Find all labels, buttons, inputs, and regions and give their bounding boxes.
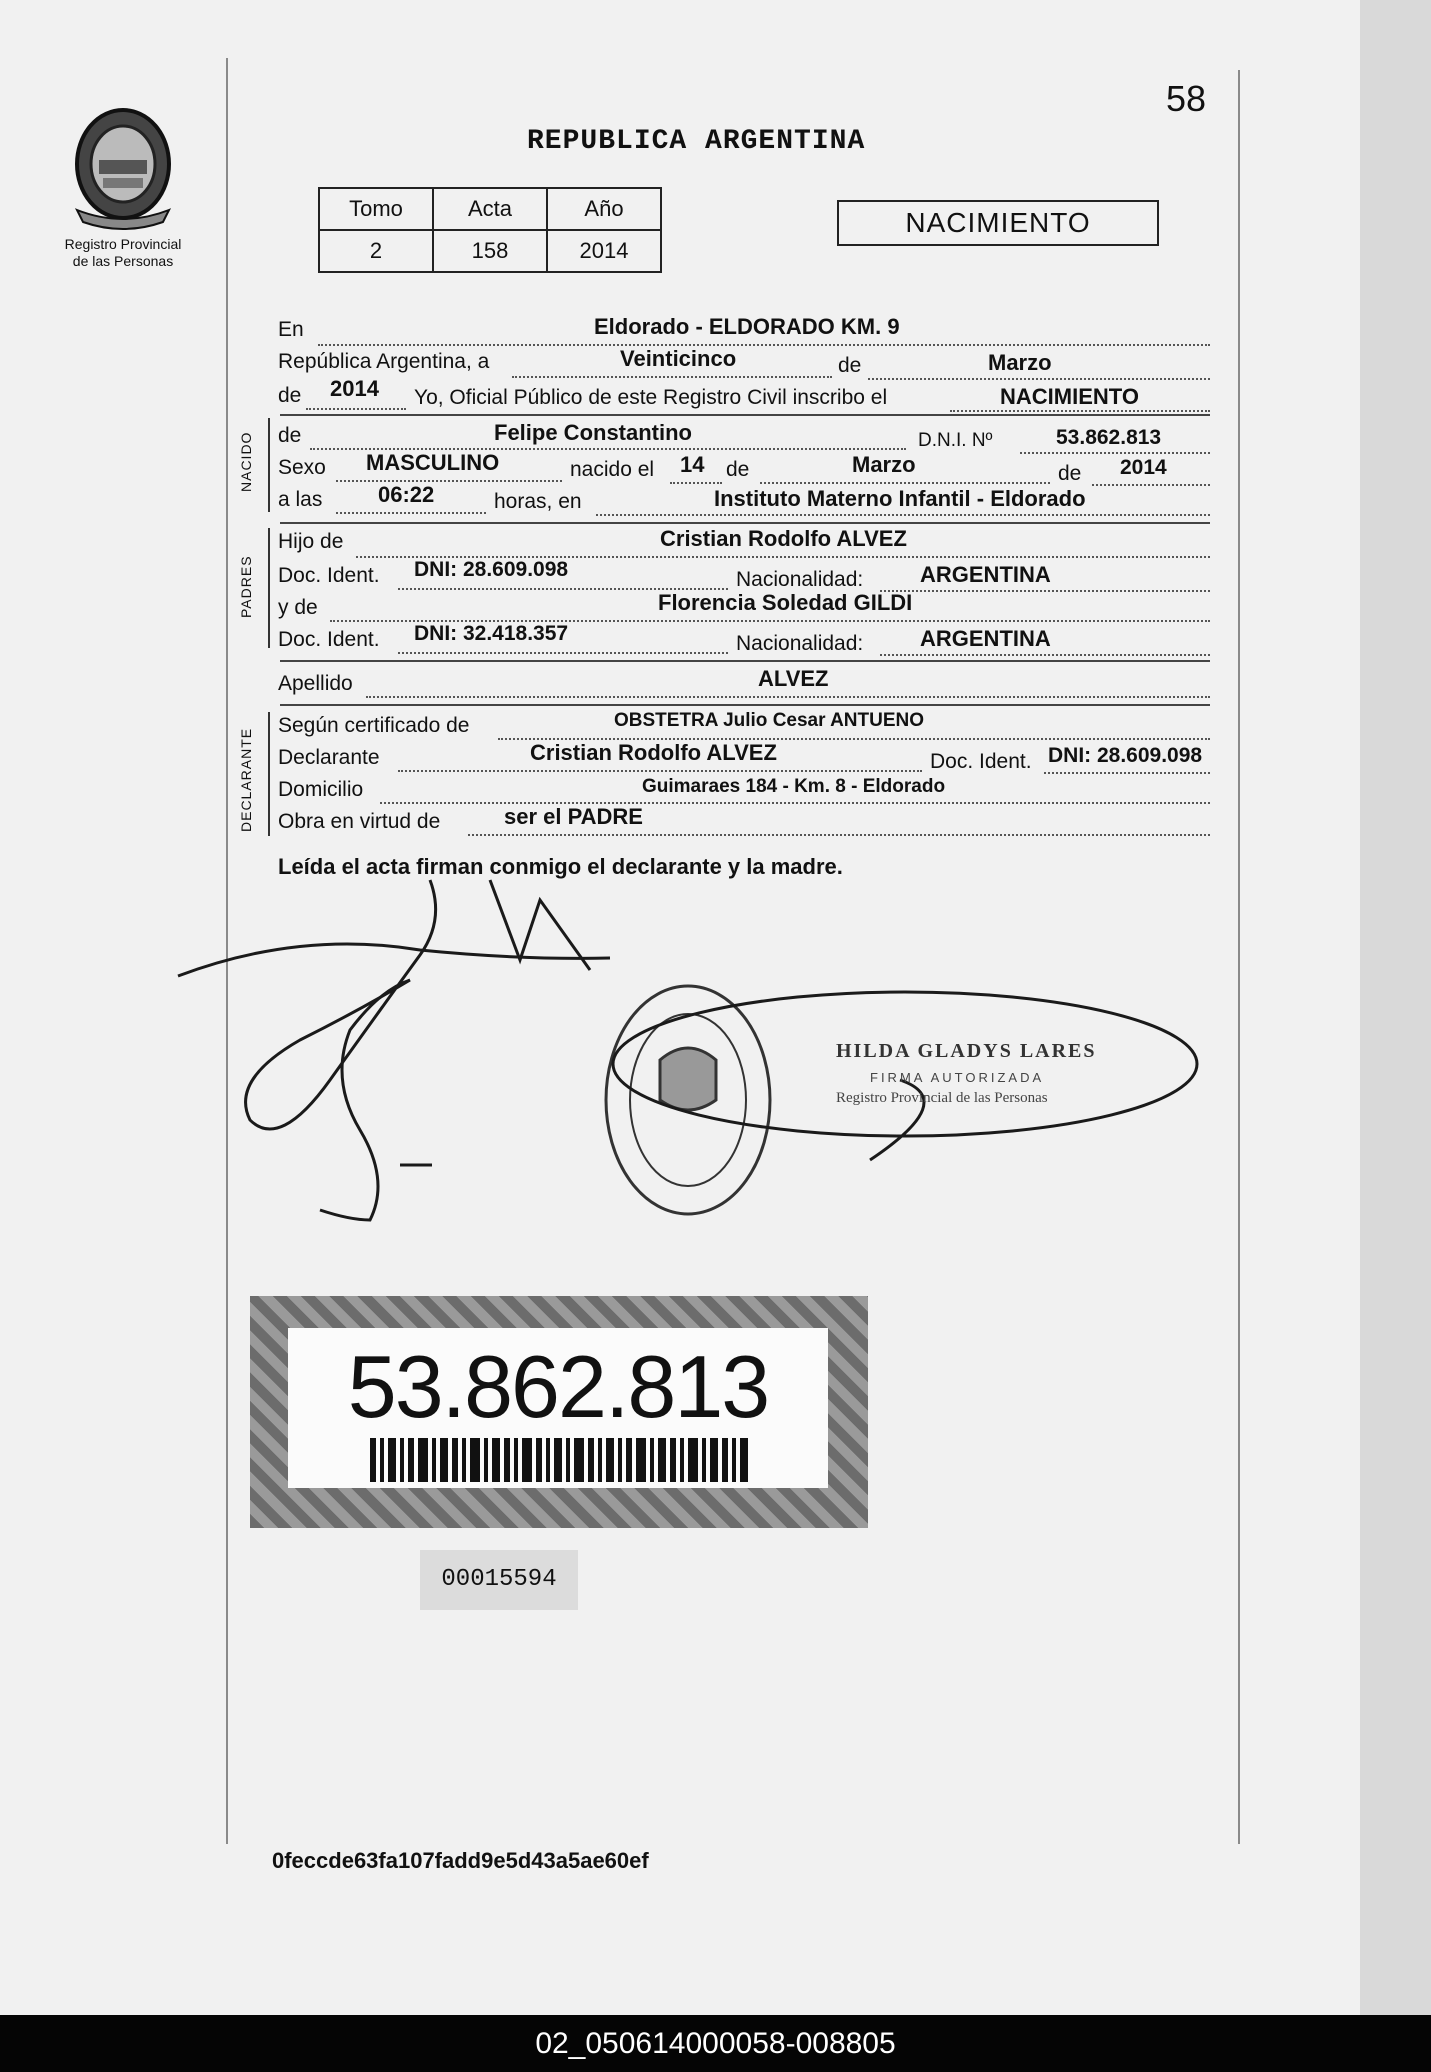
padres-section-label: PADRES bbox=[238, 555, 254, 618]
birth-day-value: 14 bbox=[680, 452, 705, 477]
domicilio-label: Domicilio bbox=[278, 778, 364, 801]
de-label: de bbox=[726, 458, 750, 481]
en-label: En bbox=[278, 318, 304, 341]
y-de-label: y de bbox=[278, 596, 318, 619]
birth-time-value: 06:22 bbox=[378, 482, 435, 507]
barcode-number: 53.862.813 bbox=[347, 1337, 769, 1436]
certificado-value: OBSTETRA Julio Cesar ANTUENO bbox=[614, 710, 925, 731]
acta-value: 158 bbox=[433, 230, 547, 272]
declarante-section-label: DECLARANTE bbox=[238, 727, 254, 832]
father-nationality-value: ARGENTINA bbox=[920, 562, 1051, 587]
declarante-name-value: Cristian Rodolfo ALVEZ bbox=[530, 740, 777, 765]
oficial-text: Yo, Oficial Público de este Registro Civil inscribo el bbox=[414, 386, 888, 409]
child-dni-value: 53.862.813 bbox=[1056, 426, 1162, 449]
doc-ident-label: Doc. Ident. bbox=[278, 564, 380, 587]
signer-org: Registro Provincial de las Personas bbox=[836, 1090, 1048, 1106]
domicilio-value: Guimaraes 184 - Km. 8 - Eldorado bbox=[642, 776, 946, 797]
child-name-value: Felipe Constantino bbox=[494, 420, 692, 445]
closing-text: Leída el acta firman conmigo el declarante y la madre. bbox=[278, 854, 843, 879]
footer-id: 02_050614000058-008805 bbox=[535, 2027, 896, 2060]
nacido-el-label: nacido el bbox=[570, 458, 655, 481]
anio-header: Año bbox=[547, 188, 661, 230]
birth-month-value: Marzo bbox=[852, 452, 916, 477]
birth-year-value: 2014 bbox=[1120, 456, 1167, 479]
de-name-label: de bbox=[278, 424, 302, 447]
de-label: de bbox=[1058, 462, 1082, 485]
apellido-label: Apellido bbox=[278, 672, 353, 695]
horas-en-label: horas, en bbox=[494, 490, 582, 513]
mother-name-value: Florencia Soledad GILDI bbox=[658, 590, 913, 615]
father-doc-value: DNI: 28.609.098 bbox=[414, 558, 569, 581]
document-hash: 0feccde63fa107fadd9e5d43a5ae60ef bbox=[272, 1848, 649, 1873]
hijo-de-label: Hijo de bbox=[278, 530, 344, 553]
stamp-circle bbox=[606, 986, 770, 1214]
place-value: Eldorado - ELDORADO KM. 9 bbox=[594, 314, 900, 339]
segun-label: Según certificado de bbox=[278, 714, 470, 737]
logo-caption-line2: de las Personas bbox=[72, 253, 174, 269]
mother-doc-value: DNI: 32.418.357 bbox=[414, 622, 569, 645]
act-name-value: NACIMIENTO bbox=[1000, 384, 1139, 409]
sexo-value: MASCULINO bbox=[366, 450, 500, 475]
declarante-label: Declarante bbox=[278, 746, 380, 769]
tomo-header: Tomo bbox=[319, 188, 433, 230]
record-type-box: NACIMIENTO bbox=[837, 200, 1159, 246]
nacionalidad-label: Nacionalidad: bbox=[736, 568, 864, 591]
signer-name: HILDA GLADYS LARES bbox=[836, 1040, 1097, 1062]
birth-place-value: Instituto Materno Infantil - Eldorado bbox=[714, 486, 1086, 511]
nacido-section-label: NACIDO bbox=[238, 431, 254, 492]
nacionalidad-label: Nacionalidad: bbox=[736, 632, 864, 655]
de-year-label: de bbox=[278, 384, 302, 407]
control-number: 00015594 bbox=[420, 1550, 578, 1610]
dni-label: D.N.I. Nº bbox=[918, 430, 993, 451]
month-value: Marzo bbox=[988, 350, 1052, 375]
barcode-bars bbox=[370, 1438, 750, 1482]
signer-role: FIRMA AUTORIZADA bbox=[870, 1070, 1045, 1085]
declarante-doc-value: DNI: 28.609.098 bbox=[1048, 744, 1203, 767]
republica-label: República Argentina, a bbox=[278, 350, 490, 373]
tomo-value: 2 bbox=[319, 230, 433, 272]
document-title: REPUBLICA ARGENTINA bbox=[527, 126, 866, 157]
de-label: de bbox=[838, 354, 862, 377]
sexo-label: Sexo bbox=[278, 456, 326, 479]
barcode-panel bbox=[288, 1328, 828, 1488]
doc-ident-label: Doc. Ident. bbox=[930, 750, 1032, 773]
doc-ident-label: Doc. Ident. bbox=[278, 628, 380, 651]
anio-value: 2014 bbox=[547, 230, 661, 272]
obra-value: ser el PADRE bbox=[504, 804, 643, 829]
year-value: 2014 bbox=[330, 376, 379, 401]
barcode-label bbox=[250, 1296, 868, 1528]
apellido-value: ALVEZ bbox=[758, 666, 829, 691]
footer-id-bar bbox=[0, 2015, 1431, 2072]
signature-left bbox=[178, 880, 610, 1220]
a-las-label: a las bbox=[278, 488, 323, 511]
obra-label: Obra en virtud de bbox=[278, 810, 441, 833]
mother-nationality-value: ARGENTINA bbox=[920, 626, 1051, 651]
logo-caption-line1: Registro Provincial bbox=[64, 236, 182, 252]
father-name-value: Cristian Rodolfo ALVEZ bbox=[660, 526, 907, 551]
page-number: 58 bbox=[1166, 78, 1207, 119]
acta-header: Acta bbox=[433, 188, 547, 230]
day-value: Veinticinco bbox=[620, 346, 737, 371]
